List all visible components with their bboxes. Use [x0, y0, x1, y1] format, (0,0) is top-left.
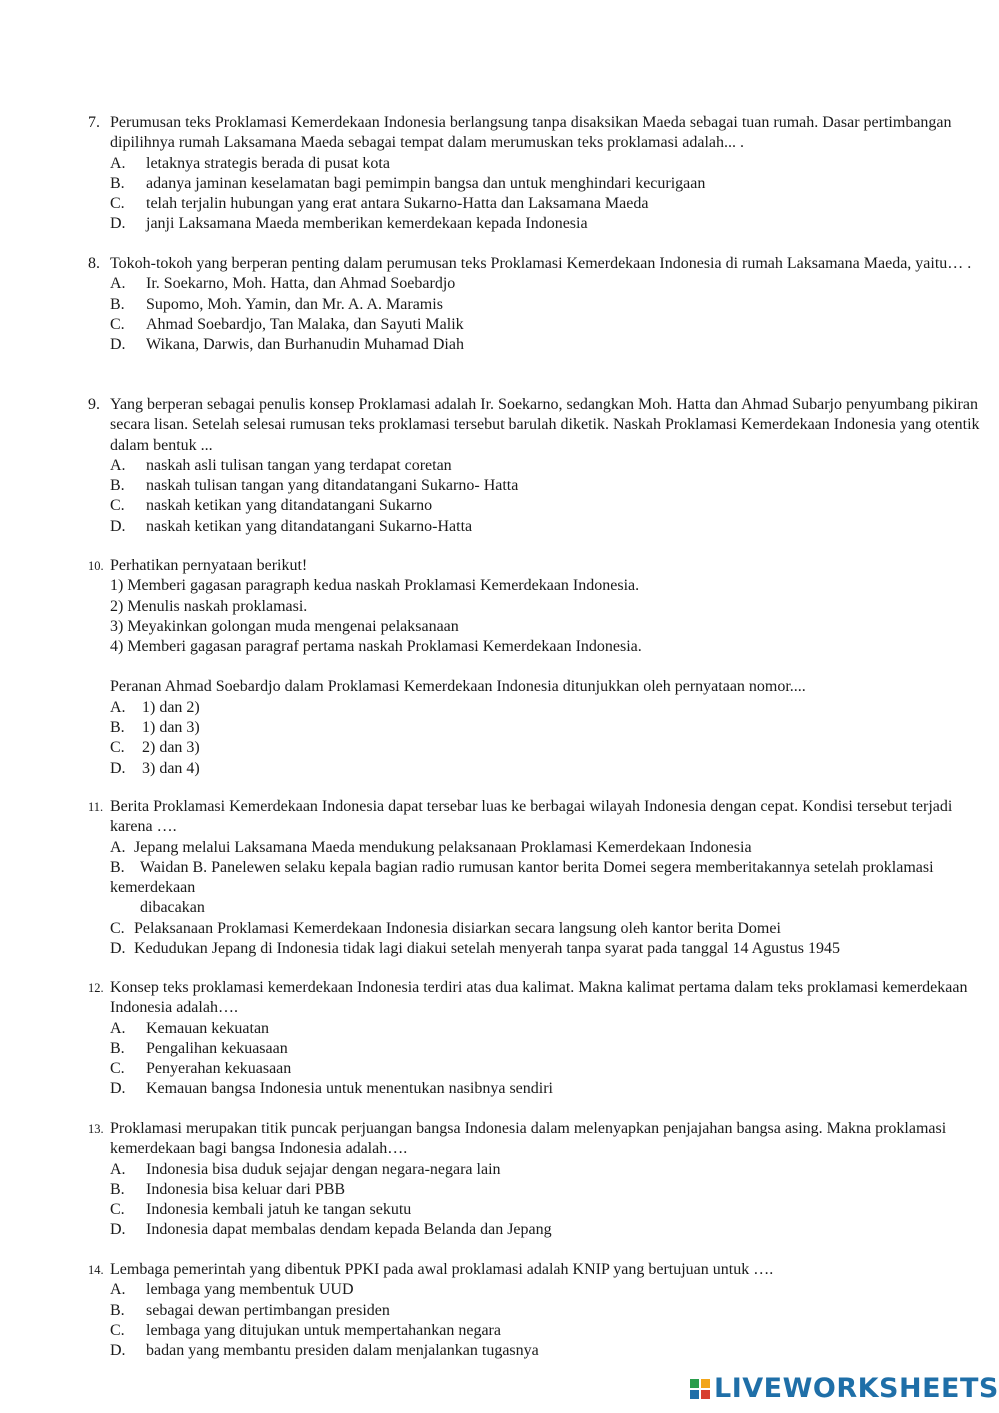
question-number: 10.	[88, 559, 104, 573]
option-d[interactable]: D. badan yang membantu presiden dalam menjalankan tugasnya	[110, 1342, 539, 1360]
question-number: 14.	[88, 1263, 104, 1277]
option-a[interactable]: A. lembaga yang membentuk UUD	[110, 1281, 354, 1299]
option-c[interactable]: C. Pelaksanaan Proklamasi Kemerdekaan Indonesia disiarkan secara langsung oleh kantor berita Domei	[110, 919, 781, 937]
option-a[interactable]: A. Jepang melalui Laksamana Maeda mendukung pelaksanaan Proklamasi Kemerdekaan Indonesia	[110, 838, 752, 856]
option-b-continuation: dibacakan	[140, 899, 205, 917]
option-c[interactable]: C. telah terjalin hubungan yang erat antara Sukarno-Hatta dan Laksamana Maeda	[110, 195, 649, 213]
option-a[interactable]: A. 1) dan 2)	[110, 698, 200, 716]
option-b[interactable]: B. 1) dan 3)	[110, 719, 200, 737]
question-13	[88, 1119, 993, 1241]
option-b[interactable]: B. Pengalihan kekuasaan	[110, 1039, 288, 1057]
option-d[interactable]: D. Kemauan bangsa Indonesia untuk menentukan nasibnya sendiri	[110, 1080, 553, 1098]
option-a[interactable]: A. naskah asli tulisan tangan yang terdapat coretan	[110, 456, 452, 474]
question-text: Yang berperan sebagai penulis konsep Proklamasi adalah Ir. Soekarno, sedangkan Moh. Hatta dan Ahmad Subarjo penyumbang pikiran secara lisan. Setelah selesai rumusan teks proklamasi tersebut barulah diketik. Naskah Proklamasi Kemerdekaan Indonesia yang otentik dalam bentuk ...	[110, 396, 980, 454]
question-14	[88, 1260, 993, 1361]
option-b[interactable]: B. adanya jaminan keselamatan bagi pemimpin bangsa dan untuk menghindari kecurigaan	[110, 174, 706, 192]
question-text: Lembaga pemerintah yang dibentuk PPKI pada awal proklamasi adalah KNIP yang bertujuan untuk ….	[110, 1261, 774, 1278]
statement-3: 3) Meyakinkan golongan muda mengenai pelaksanaan	[110, 617, 459, 635]
logo-block-icon	[701, 1390, 710, 1399]
question-number: 7.	[88, 114, 100, 131]
option-d[interactable]: D. janji Laksamana Maeda memberikan kemerdekaan kepada Indonesia	[110, 215, 588, 233]
liveworksheets-logo[interactable]	[690, 1372, 999, 1406]
option-b[interactable]: B. Supomo, Moh. Yamin, dan Mr. A. A. Maramis	[110, 295, 443, 313]
option-b[interactable]: B. Indonesia bisa keluar dari PBB	[110, 1180, 346, 1198]
option-a[interactable]: A. letaknya strategis berada di pusat kota	[110, 154, 390, 172]
question-number: 11.	[88, 800, 104, 814]
question-10	[88, 556, 993, 779]
question-text: Tokoh-tokoh yang berperan penting dalam perumusan teks Proklamasi Kemerdekaan Indonesia di rumah Laksamana Maeda, yaitu… .	[110, 255, 972, 272]
question-prompt: Peranan Ahmad Soebardjo dalam Proklamasi Kemerdekaan Indonesia ditunjukkan oleh pernyataan nomor....	[110, 678, 806, 696]
option-a[interactable]: A. Kemauan kekuatan	[110, 1019, 270, 1037]
option-d[interactable]: D. Kedudukan Jepang di Indonesia tidak lagi diakui setelah menyerah tanpa syarat pada tanggal 14 Agustus 1945	[110, 940, 841, 958]
option-b[interactable]: B. naskah tulisan tangan yang ditandatangani Sukarno- Hatta	[110, 477, 519, 495]
question-text: Konsep teks proklamasi kemerdekaan Indonesia terdiri atas dua kalimat. Makna kalimat pertama dalam teks proklamasi kemerdekaan Indonesia adalah….	[110, 979, 968, 1017]
option-c[interactable]: C. 2) dan 3)	[110, 739, 200, 757]
question-text: Perumusan teks Proklamasi Kemerdekaan Indonesia berlangsung tanpa disaksikan Maeda sebagai tuan rumah. Dasar pertimbangan dipilihnya rumah Laksamana Maeda sebagai tempat dalam merumuskan teks proklamasi adalah... .	[110, 114, 952, 152]
option-d[interactable]: D. Wikana, Darwis, dan Burhanudin Muhamad Diah	[110, 336, 464, 354]
question-8	[88, 254, 993, 355]
option-c[interactable]: C. Indonesia kembali jatuh ke tangan sekutu	[110, 1201, 412, 1219]
option-a[interactable]: A. Ir. Soekarno, Moh. Hatta, dan Ahmad Soebardjo	[110, 275, 456, 293]
option-d[interactable]: D. Indonesia dapat membalas dendam kepada Belanda dan Jepang	[110, 1221, 552, 1239]
option-c[interactable]: C. lembaga yang ditujukan untuk mempertahankan negara	[110, 1321, 501, 1339]
question-number: 9.	[88, 396, 100, 413]
question-number: 12.	[88, 981, 104, 995]
option-b[interactable]: B. Waidan B. Panelewen selaku kepala bagian radio rumusan kantor berita Domei segera memberitakannya setelah proklamasi kemerdekaan	[110, 858, 934, 897]
statement-2: 2) Menulis naskah proklamasi.	[110, 597, 308, 615]
logo-text: LIVEWORKSHEETS	[714, 1372, 999, 1404]
option-d[interactable]: D. 3) dan 4)	[110, 759, 200, 777]
statement-1: 1) Memberi gagasan paragraph kedua naskah Proklamasi Kemerdekaan Indonesia.	[110, 577, 640, 595]
logo-block-icon	[690, 1390, 699, 1399]
option-c[interactable]: C. Ahmad Soebardjo, Tan Malaka, dan Sayuti Malik	[110, 315, 464, 333]
question-number: 13.	[88, 1122, 104, 1136]
question-text: Berita Proklamasi Kemerdekaan Indonesia dapat tersebar luas ke berbagai wilayah Indonesia dengan cepat. Kondisi tersebut terjadi karena ….	[110, 798, 953, 836]
question-number: 8.	[88, 255, 100, 272]
statement-4: 4) Memberi gagasan paragraf pertama naskah Proklamasi Kemerdekaan Indonesia.	[110, 638, 642, 656]
option-a[interactable]: A. Indonesia bisa duduk sejajar dengan negara-negara lain	[110, 1160, 501, 1178]
question-7	[88, 113, 993, 235]
option-b[interactable]: B. sebagai dewan pertimbangan presiden	[110, 1301, 390, 1319]
option-c[interactable]: C. naskah ketikan yang ditandatangani Sukarno	[110, 497, 433, 515]
option-c[interactable]: C. Penyerahan kekuasaan	[110, 1060, 292, 1078]
question-11	[88, 797, 993, 959]
logo-block-icon	[701, 1379, 710, 1388]
logo-blocks-icon	[690, 1379, 710, 1399]
gap	[110, 657, 993, 677]
question-12	[88, 978, 993, 1100]
question-text: Proklamasi merupakan titik puncak perjuangan bangsa Indonesia dalam melenyapkan penjajahan bangsa asing. Makna proklamasi kemerdekaan bagi bangsa Indonesia adalah….	[110, 1120, 947, 1158]
question-9	[88, 395, 993, 537]
option-d[interactable]: D. naskah ketikan yang ditandatangani Sukarno-Hatta	[110, 517, 473, 535]
question-text: Perhatikan pernyataan berikut!	[110, 557, 308, 574]
logo-block-icon	[690, 1379, 699, 1388]
